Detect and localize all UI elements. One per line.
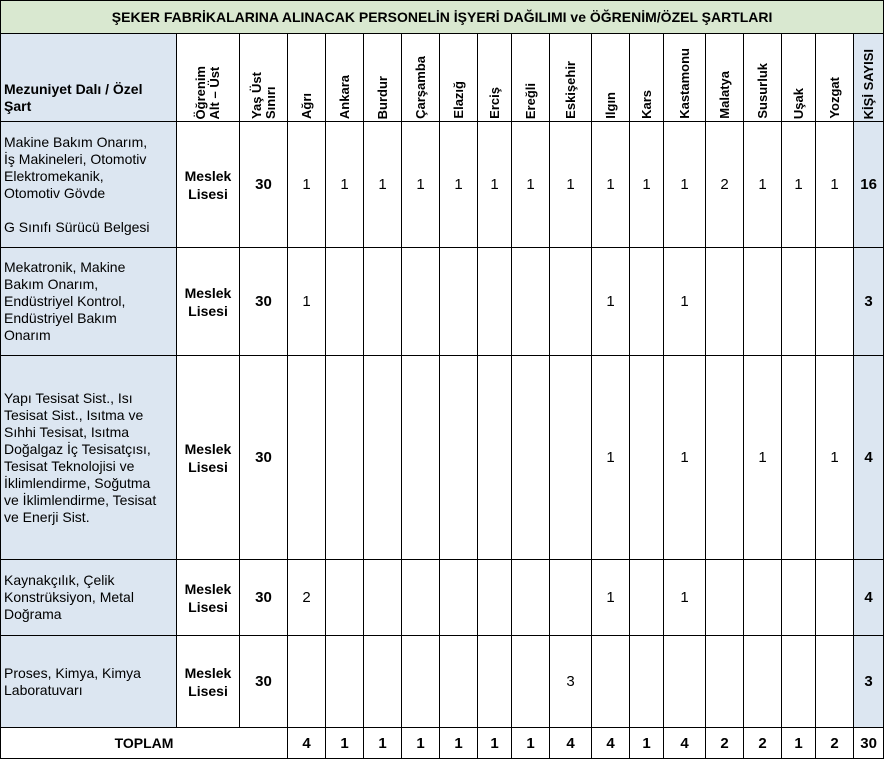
graduation-field-line: Doğrama <box>4 606 62 622</box>
header-education-line1: Öğrenim <box>193 65 208 119</box>
header-location-label: Eskişehir <box>562 61 578 119</box>
education-line: Lisesi <box>188 458 228 475</box>
education-line: Lisesi <box>188 598 228 615</box>
graduation-field-line: Yapı Tesisat Sist., Isı <box>4 389 133 406</box>
location-count-cell: 1 <box>816 122 854 248</box>
footer-count-cell: 4 <box>592 728 630 759</box>
location-count-cell <box>550 248 592 356</box>
location-count-cell <box>706 560 744 636</box>
location-count-cell <box>782 560 816 636</box>
education-line: Meslek <box>184 167 232 184</box>
location-count-cell: 2 <box>706 122 744 248</box>
location-count-cell: 1 <box>288 122 326 248</box>
header-location <box>364 34 402 122</box>
education-line: Meslek <box>184 664 232 681</box>
graduation-field-line: ve Enerji Sist. <box>4 508 90 525</box>
location-count-cell <box>782 356 816 560</box>
row-total-cell: 16 <box>854 122 884 248</box>
header-education-line2: Alt – Üst <box>207 66 222 119</box>
location-count-cell <box>478 356 512 560</box>
graduation-field-line: ve İklimlendirme, Tesisat <box>4 491 157 508</box>
location-count-cell: 1 <box>440 122 478 248</box>
location-count-cell <box>706 356 744 560</box>
graduation-field-cell <box>1 356 177 560</box>
header-location-label: Uşak <box>790 87 806 119</box>
location-count-cell: 1 <box>592 122 630 248</box>
header-location-label: Ilgın <box>602 92 618 119</box>
header-graduation-field <box>1 34 177 122</box>
education-cell <box>177 356 240 560</box>
location-count-cell <box>550 560 592 636</box>
header-location-label: Malatya <box>716 71 732 119</box>
location-count-cell: 1 <box>664 560 706 636</box>
education-cell <box>177 560 240 636</box>
graduation-field-line: Tesisat Teknolojisi ve <box>4 457 135 474</box>
header-location <box>816 34 854 122</box>
location-count-cell <box>744 560 782 636</box>
location-count-cell <box>744 636 782 728</box>
graduation-field-line: Endüstriyel Bakım <box>4 310 117 326</box>
graduation-field-line: Endüstriyel Kontrol, <box>4 293 126 309</box>
footer-count-cell: 2 <box>744 728 782 759</box>
header-location-label: Burdur <box>374 75 390 119</box>
table-row <box>1 356 884 560</box>
location-count-cell: 1 <box>512 122 550 248</box>
header-location-label: Ereğli <box>522 82 538 119</box>
header-location-label: Susurluk <box>754 63 770 119</box>
graduation-field-line: Kaynakçılık, Çelik <box>4 572 115 588</box>
graduation-field-line: Sıhhi Tesisat, Isıtma <box>4 423 130 440</box>
location-count-cell <box>816 560 854 636</box>
header-location-label: Elazığ <box>450 81 466 119</box>
graduation-field-line: Konstrüksiyon, Metal <box>4 589 134 605</box>
table-row <box>1 248 884 356</box>
graduation-field-line: Makine Bakım Onarım, <box>4 133 148 150</box>
location-count-cell <box>326 636 364 728</box>
location-count-cell <box>550 356 592 560</box>
location-count-cell <box>288 636 326 728</box>
location-count-cell <box>364 560 402 636</box>
header-location <box>706 34 744 122</box>
header-location <box>326 34 364 122</box>
header-location <box>664 34 706 122</box>
footer-count-cell: 1 <box>630 728 664 759</box>
graduation-field-line: Doğalgaz İç Tesisatçısı, <box>4 440 151 457</box>
header-row <box>1 34 884 122</box>
footer-count-cell: 2 <box>706 728 744 759</box>
header-location <box>782 34 816 122</box>
footer-count-cell: 1 <box>478 728 512 759</box>
education-line: Lisesi <box>188 185 228 202</box>
footer-count-cell: 1 <box>440 728 478 759</box>
location-count-cell <box>402 636 440 728</box>
location-count-cell: 1 <box>478 122 512 248</box>
header-location <box>288 34 326 122</box>
location-count-cell: 1 <box>664 122 706 248</box>
location-count-cell <box>512 356 550 560</box>
location-count-cell <box>402 560 440 636</box>
header-age-limit <box>240 34 288 122</box>
location-count-cell <box>440 636 478 728</box>
location-count-cell <box>706 248 744 356</box>
age-limit-cell: 30 <box>240 636 288 728</box>
location-count-cell <box>782 636 816 728</box>
header-location <box>630 34 664 122</box>
location-count-cell: 1 <box>664 356 706 560</box>
location-count-cell: 1 <box>550 122 592 248</box>
row-total-cell: 4 <box>854 356 884 560</box>
education-cell <box>177 122 240 248</box>
header-location <box>478 34 512 122</box>
header-location-label: Ankara <box>336 74 352 119</box>
location-count-cell <box>816 248 854 356</box>
footer-count-cell: 4 <box>288 728 326 759</box>
location-count-cell <box>664 636 706 728</box>
header-location <box>550 34 592 122</box>
footer-count-cell: 1 <box>364 728 402 759</box>
graduation-field-line: Elektromekanik, <box>4 167 104 184</box>
location-count-cell <box>782 248 816 356</box>
age-limit-cell: 30 <box>240 356 288 560</box>
location-count-cell: 1 <box>782 122 816 248</box>
education-line: Lisesi <box>188 302 228 319</box>
special-condition: G Sınıfı Sürücü Belgesi <box>4 218 150 235</box>
location-count-cell <box>364 636 402 728</box>
location-count-cell <box>512 636 550 728</box>
table-row <box>1 636 884 728</box>
footer-count-cell: 1 <box>782 728 816 759</box>
header-location-label: Ağrı <box>298 93 314 119</box>
location-count-cell <box>478 560 512 636</box>
table-row <box>1 122 884 248</box>
header-total <box>854 34 884 122</box>
graduation-field-line: Bakım Onarım, <box>4 276 99 292</box>
location-count-cell: 3 <box>550 636 592 728</box>
row-total-cell: 3 <box>854 248 884 356</box>
education-line: Meslek <box>184 284 232 301</box>
header-location-label: Kars <box>638 90 654 119</box>
header-education <box>177 34 240 122</box>
location-count-cell <box>288 356 326 560</box>
location-count-cell <box>440 560 478 636</box>
location-count-cell <box>364 356 402 560</box>
footer-count-cell: 1 <box>402 728 440 759</box>
graduation-field-cell <box>1 636 177 728</box>
graduation-field-cell <box>1 122 177 248</box>
location-count-cell: 1 <box>592 356 630 560</box>
graduation-field-line: Proses, Kimya, Kimya <box>4 664 141 681</box>
location-count-cell <box>630 560 664 636</box>
location-count-cell <box>364 248 402 356</box>
location-count-cell <box>512 248 550 356</box>
graduation-field-cell <box>1 560 177 636</box>
location-count-cell <box>816 636 854 728</box>
location-count-cell <box>402 248 440 356</box>
header-location <box>592 34 630 122</box>
header-age-line2: Sınırı <box>262 86 278 119</box>
location-count-cell <box>630 636 664 728</box>
header-graduation-line2: Şart <box>4 98 32 114</box>
location-count-cell: 1 <box>664 248 706 356</box>
location-count-cell: 1 <box>592 248 630 356</box>
location-count-cell <box>478 636 512 728</box>
graduation-field-line: Laboratuvarı <box>4 681 83 698</box>
header-location <box>402 34 440 122</box>
graduation-field-line: Otomotiv Gövde <box>4 184 106 201</box>
header-location <box>440 34 478 122</box>
graduation-field-line: İklimlendirme, Soğutma <box>4 474 151 491</box>
education-cell <box>177 636 240 728</box>
footer-grand-total: 30 <box>854 728 884 759</box>
header-location-label: Erciş <box>486 87 502 119</box>
location-count-cell: 1 <box>630 122 664 248</box>
footer-count-cell: 4 <box>550 728 592 759</box>
education-cell <box>177 248 240 356</box>
location-count-cell <box>326 248 364 356</box>
header-location <box>512 34 550 122</box>
footer-count-cell: 2 <box>816 728 854 759</box>
header-location <box>744 34 782 122</box>
location-count-cell: 1 <box>816 356 854 560</box>
location-count-cell <box>630 356 664 560</box>
location-count-cell: 1 <box>288 248 326 356</box>
graduation-field-cell <box>1 248 177 356</box>
location-count-cell <box>402 356 440 560</box>
graduation-field-line: Onarım <box>4 327 51 343</box>
location-count-cell <box>440 356 478 560</box>
location-count-cell <box>706 636 744 728</box>
location-count-cell: 1 <box>402 122 440 248</box>
footer-count-cell: 4 <box>664 728 706 759</box>
education-line: Lisesi <box>188 682 228 699</box>
table-row <box>1 560 884 636</box>
location-count-cell: 1 <box>364 122 402 248</box>
row-total-cell: 4 <box>854 560 884 636</box>
graduation-field-line: İş Makineleri, Otomotiv <box>4 150 147 167</box>
header-location-label: Çarşamba <box>412 56 428 119</box>
age-limit-cell: 30 <box>240 560 288 636</box>
location-count-cell <box>630 248 664 356</box>
location-count-cell <box>326 356 364 560</box>
education-line: Meslek <box>184 580 232 597</box>
education-line: Meslek <box>184 440 232 457</box>
location-count-cell: 2 <box>288 560 326 636</box>
location-count-cell: 1 <box>592 560 630 636</box>
location-count-cell: 1 <box>326 122 364 248</box>
table-title: ŞEKER FABRİKALARINA ALINACAK PERSONELİN İŞYERİ DAĞILIMI ve ÖĞRENİM/ÖZEL ŞARTLARI <box>1 1 884 34</box>
location-count-cell <box>592 636 630 728</box>
footer-count-cell: 1 <box>512 728 550 759</box>
header-total-label: KİŞİ SAYISI <box>860 48 876 119</box>
graduation-field-line: Mekatronik, Makine <box>4 259 126 275</box>
header-location-label: Kastamonu <box>676 48 692 119</box>
header-graduation-line1: Mezuniyet Dalı / Özel <box>4 81 143 97</box>
footer-row <box>1 728 884 759</box>
row-total-cell: 3 <box>854 636 884 728</box>
location-count-cell <box>326 560 364 636</box>
location-count-cell <box>440 248 478 356</box>
graduation-field-line: Tesisat Sist., Isıtma ve <box>4 406 144 423</box>
header-location-label: Yozgat <box>826 77 842 119</box>
location-count-cell <box>512 560 550 636</box>
location-count-cell <box>478 248 512 356</box>
location-count-cell <box>744 248 782 356</box>
location-count-cell: 1 <box>744 356 782 560</box>
header-age-line1: Yaş Üst <box>248 72 264 119</box>
footer-total-label: TOPLAM <box>1 728 288 759</box>
age-limit-cell: 30 <box>240 248 288 356</box>
footer-count-cell: 1 <box>326 728 364 759</box>
location-count-cell: 1 <box>744 122 782 248</box>
age-limit-cell: 30 <box>240 122 288 248</box>
